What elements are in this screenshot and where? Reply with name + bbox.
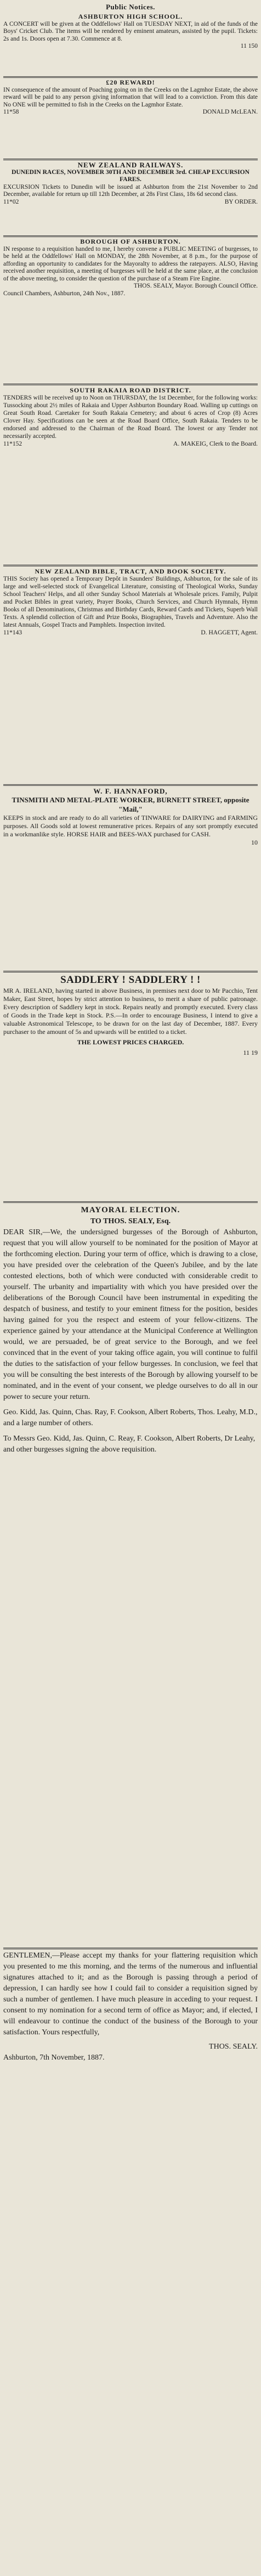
- notice-signature: DONALD McLEAN.: [202, 109, 258, 115]
- notice-saddlery: [3, 972, 258, 1203]
- notice-title: £20 REWARD!: [106, 78, 155, 86]
- notice-title: NEW ZEALAND RAILWAYS.: [77, 161, 184, 169]
- notice-hannaford: [3, 786, 258, 972]
- notice-body: IN response to a requisition handed to me, I hereby convene a PUBLIC MEETING of burgesses, to be held at the Oddfellows' Hall on MONDAY, the 28th November, at 8 p.m., for the purpose of affording an opportunity to candidates for the Mayoralty to address the ratepayers. ALSO, Having received another requisition, a meeting of burgesses will be held at the same place, at the conclusion of the above meeting, to consider the question of the purchase of a Steam Fire Engine.: [3, 245, 258, 282]
- notice-borough: [3, 237, 258, 385]
- notice-subtitle: TO THOS. SEALY, Esq.: [90, 1217, 171, 1225]
- notice-signature: THOS. SEALY, Mayor. Borough Council Office.: [133, 283, 258, 289]
- notice-title: MAYORAL ELECTION.: [81, 1206, 180, 1214]
- section-heading: Public Notices.: [106, 3, 155, 11]
- notice-ref: 11*02: [3, 198, 19, 205]
- notice-body: IN consequence of the amount of Poaching going on in the Creeks on the Lagmhor Estate, the above reward will be paid to any person giving information that will lead to a conviction. From this date No ONE will be permitted to fish in the Creeks on the Lagmhor Estate.: [3, 86, 258, 108]
- notice-ref: 11*152: [3, 441, 22, 447]
- notice-body: THIS Society has opened a Temporary Depôt in Saunders' Buildings, Ashburton, for the sale of its large and well-selected stock of Evangelical Literature, consisting of Theological Works, Sunday School Teachers' Helps, and all other Sunday School Materials at Wholesale prices. Family, Pulpit and Pocket Bibles in great variety, Prayer Books, Church Services, and Church Hymnals, Hymn Books of all Denominations, Christmas and Birthday Cards, Reward Cards and Tickets, Superb Wall Texts. A splendid collection of Gift and Prize Books, Biographies, Travels and Adventure. Also the latest Annuals, Gospel Tracts and Pamphlets. Inspection invited.: [3, 576, 258, 628]
- notice-body: EXCURSION Tickets to Dunedin will be issued at Ashburton from the 21st November to 2nd December, available for return up till 12th December, at 28s First Class, 18s 6d second class.: [3, 183, 258, 198]
- notice-bible-tract: [3, 566, 258, 786]
- notice-reply: [3, 1949, 258, 2575]
- notice-high-school: [3, 12, 258, 78]
- notice-title: NEW ZEALAND BIBLE, TRACT, AND BOOK SOCIETY.: [35, 567, 226, 575]
- notice-body: A CONCERT will be given at the Oddfellows' Hall on TUESDAY NEXT, in aid of the funds of the Boys' Cricket Club. The items will be rendered by eminent amateurs, assisted by the pupil. Tickets: 2s and 1s. Doors open at 7.30. Commence at 8.: [3, 20, 258, 42]
- notice-title: ASHBURTON HIGH SCHOOL.: [78, 13, 183, 20]
- notice-title: SOUTH RAKAIA ROAD DISTRICT.: [70, 386, 191, 394]
- notice-signature: BY ORDER.: [224, 198, 258, 205]
- notice-ref: 11 150: [240, 43, 258, 49]
- notice-ref: 11*58: [3, 109, 19, 115]
- notice-body: KEEPS in stock and are ready to do all varieties of TINWARE for DAIRYING and FARMING purposes. All Goods sold at lowest remunerative prices. Repairs of any sort promptly executed in a workmanlike style. HORSE HAIR and BEES-WAX purchased for CASH.: [3, 814, 258, 838]
- notice-ref: Ashburton, 7th November, 1887.: [3, 2054, 105, 2062]
- notice-subtitle: TINSMITH AND METAL-PLATE WORKER, BURNETT STREET, opposite "Mail,": [12, 796, 249, 813]
- notice-signature: THOS. SEALY.: [209, 2043, 258, 2051]
- notice-title: W. F. HANNAFORD,: [93, 787, 168, 795]
- notice-road-district: [3, 385, 258, 566]
- notice-ref: Council Chambers, Ashburton, 24th Nov., 1887.: [3, 290, 126, 297]
- notice-ref: 11 19: [243, 1049, 258, 1056]
- notice-subtitle: THE LOWEST PRICES CHARGED.: [77, 1038, 184, 1046]
- notice-signature: D. HAGGETT, Agent.: [201, 629, 258, 636]
- notice-body: DEAR SIR,—We, the undersigned burgesses of the Borough of Ashburton, request that you will allow yourself to be nominated for the position of Mayor at the forthcoming election. During your term of office, which is drawing to a close, you have presided over the celebration of the Queen's Jubilee, and by the late contested elections, both of which were conducted with considerable credit to yourself. The urbanity and impartiality with which you have presided over the deliberations of the Borough Council have been instrumental in expediting the despatch of business, and testify to your eminent fitness for the position, besides having gained for you the respect and esteem of your fellow-citizens. The experience gained by your attendance at the Municipal Conference at Wellington would, we are persuaded, be of great service to the Borough, and we feel convinced that in the event of your taking office again, you will continue to fulfil the duties to the satisfaction of your fellow burgesses. In conclusion, we feel that you will be consulting the best interests of the Borough by allowing yourself to be nominated, and in the event of your consent, we pledge ourselves to do all in our power to secure your return.: [3, 1228, 258, 1401]
- notice-signature: A. MAKEIG, Clerk to the Board.: [173, 441, 258, 447]
- notice-body: TENDERS will be received up to Noon on THURSDAY, the 1st December, for the following works: Tussocking about 2½ miles of Rakaia and Upper Ashburton Boundary Road. Walling up cuttings on Great South Road. Caretaker for South Rakaia Cemetery; and about 6 acres of Crop (8) Acres Clover Hay. Specifications can be seen at the Road Board Office, South Rakaia. Tenders to be endorsed and addressed to the Chairman of the Road Board. The lowest or any Tender not necessarily accepted.: [3, 395, 258, 440]
- notice-title: SADDLERY ! SADDLERY ! !: [60, 974, 201, 986]
- notice-subtitle: DUNEDIN RACES, NOVEMBER 30TH AND DECEMBER 3rd. CHEAP EXCURSION FARES.: [12, 168, 249, 183]
- notice-mayoral-election: [3, 1203, 258, 1949]
- notice-signature: Geo. Kidd, Jas. Quinn, Chas. Ray, F. Cookson, Albert Roberts, Thos. Leahy, M.D., and a large number of others.: [3, 1408, 258, 1427]
- notice-railways: [3, 160, 258, 237]
- notice-ref: 11*143: [3, 629, 22, 636]
- notice-ref: To Messrs Geo. Kidd, Jas. Quinn, C. Reay, F. Cookson, Albert Roberts, Dr Leahy, and other burgesses signing the above requisition.: [3, 1435, 256, 1454]
- notice-ref: 10: [251, 839, 258, 846]
- notice-reward: [3, 78, 258, 160]
- notice-body: MR A. IRELAND, having started in above Business, in premises next door to Mr Pacchio, Tent Maker, East Street, hopes by strict attention to business, to merit a share of public patronage. Every description of Saddlery kept in stock. Repairs neatly and promptly executed. Every class of Goods in the Trade kept in Stock. P.S.—In order to encourage Business, I intend to give a valuable Astronomical Telescope, to be drawn for on the last day of December, 1887. Every purchaser to the amount of 5s and upwards will be entitled to a ticket.: [3, 987, 258, 1036]
- notice-title: BOROUGH OF ASHBURTON.: [80, 238, 181, 245]
- notice-body: GENTLEMEN,—Please accept my thanks for your flattering requisition which you presented to me this morning, and the terms of the numerous and influential signatures attached to it; and as the Borough is passing through a period of depression, I can hardly see how I could fail to consider a requisition signed by such a number of gentlemen. I have much pleasure in acceding to your request. I consent to my nomination for a second term of office as Mayor; and, if elected, I will endeavour to continue the conduct of the business of the Borough to your satisfaction. Yours respectfully,: [3, 1951, 258, 2037]
